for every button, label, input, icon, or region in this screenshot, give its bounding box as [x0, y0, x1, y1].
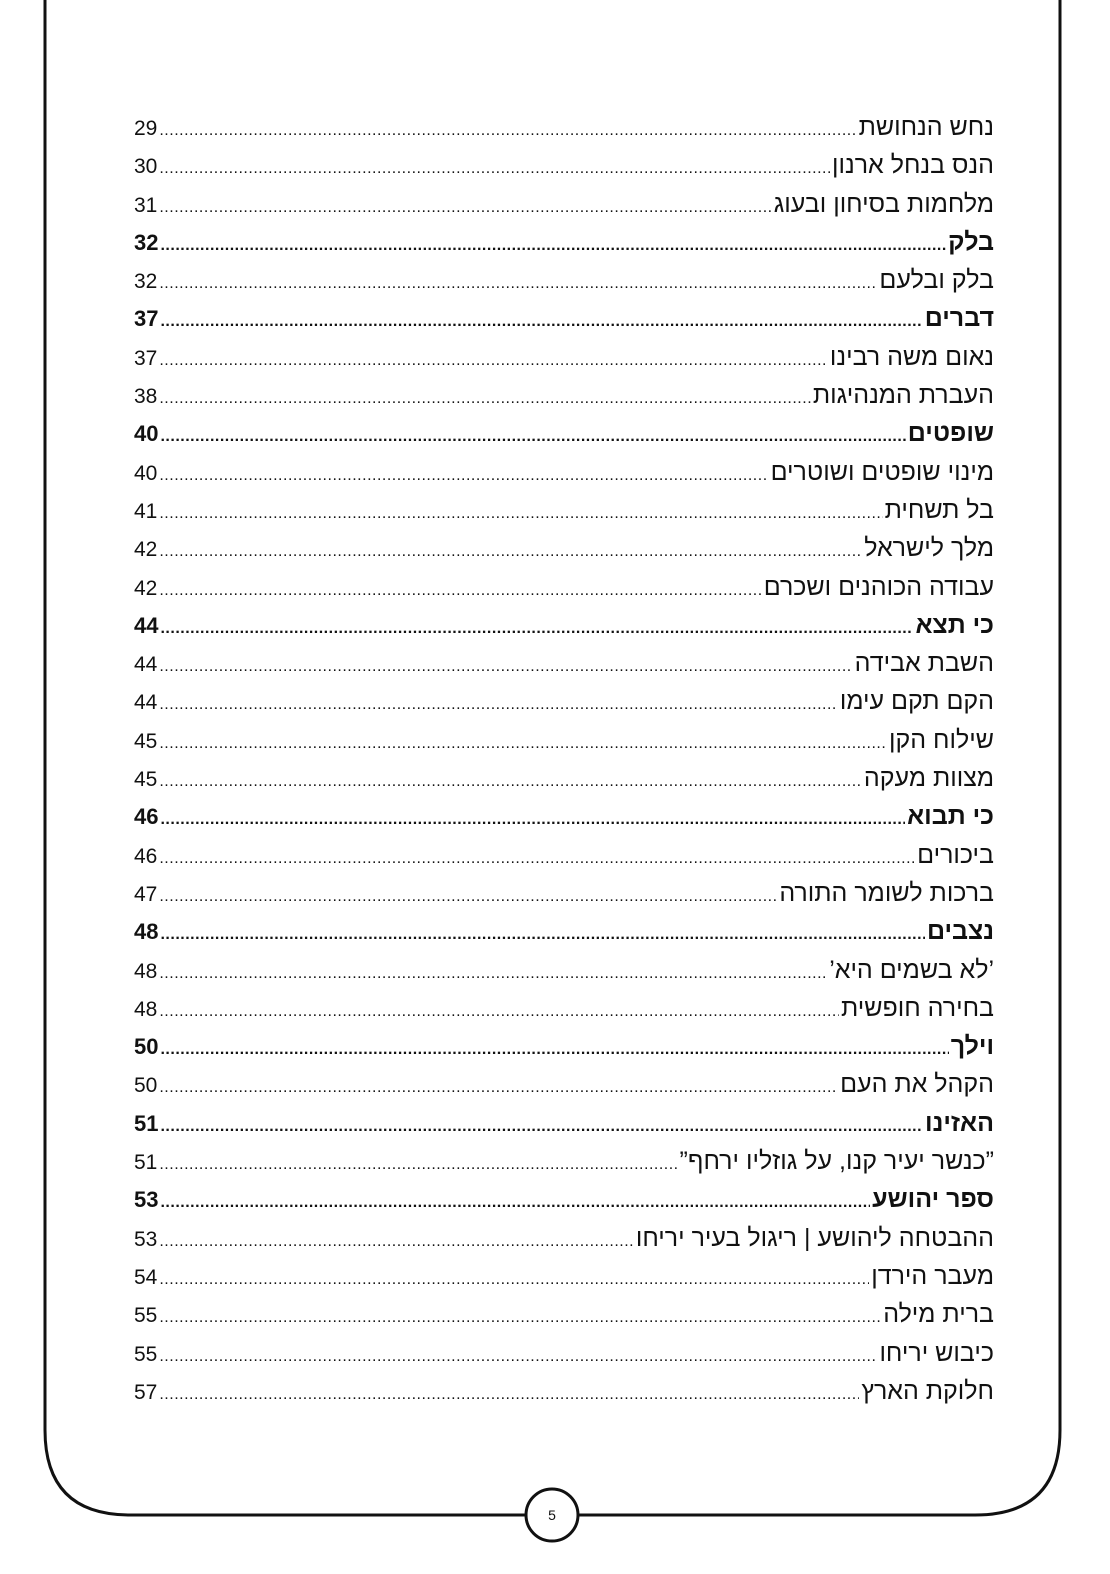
toc-page-number: 50	[134, 1034, 159, 1060]
toc-dot-leader	[159, 697, 838, 713]
toc-dot-leader	[159, 1004, 839, 1020]
toc-page-number: 45	[134, 729, 158, 753]
toc-page-number: 41	[134, 499, 158, 523]
toc-title: העברת המנהיגות	[812, 381, 994, 410]
toc-title: האזינו	[925, 1108, 994, 1137]
toc-page-number: 40	[134, 421, 159, 447]
toc-page-number: 42	[134, 576, 158, 600]
toc-title: מלחמות בסיחון ובעוג	[773, 189, 994, 218]
toc-page-number: 37	[134, 306, 159, 332]
toc-heading	[134, 1180, 994, 1218]
toc-title: נאום משה רבינו	[829, 342, 994, 371]
toc-entry	[134, 951, 994, 989]
toc-dot-leader	[159, 1272, 869, 1288]
toc-page-number: 37	[134, 346, 158, 370]
toc-title: שילוח הקן	[889, 725, 994, 754]
toc-title: ’לא בשמים היא’	[829, 955, 994, 984]
toc-entry	[134, 453, 994, 491]
toc-title: מינוי שופטים ושוטרים	[770, 457, 994, 486]
toc-dot-leader	[159, 276, 877, 292]
toc-title: עבודה הכוהנים ושכרם	[763, 572, 994, 601]
toc-entry	[134, 108, 994, 146]
toc-title: מצוות מעקה	[863, 764, 994, 793]
toc-title: ברית מילה	[883, 1300, 994, 1329]
toc-entry	[134, 1295, 994, 1333]
toc-dot-leader	[160, 621, 913, 637]
toc-dot-leader	[160, 238, 946, 254]
toc-title: מעבר הירדן	[871, 1261, 994, 1290]
toc-dot-leader	[159, 659, 852, 675]
toc-dot-leader	[159, 544, 862, 560]
toc-page-number: 30	[134, 155, 158, 179]
toc-dot-leader	[159, 391, 811, 407]
toc-dot-leader	[160, 1195, 870, 1211]
toc-page-number: 46	[134, 804, 159, 830]
toc-entry	[134, 529, 994, 567]
toc-heading	[134, 797, 994, 835]
toc-entry	[134, 1334, 994, 1372]
toc-title: ספר יהושע	[872, 1185, 994, 1214]
toc-page-number: 44	[134, 653, 158, 677]
toc-dot-leader	[159, 468, 768, 484]
toc-page-number: 32	[134, 270, 158, 294]
toc-title: בלק ובלעם	[879, 266, 994, 295]
toc-heading	[134, 223, 994, 261]
toc-title: הקם תקם עימו	[839, 687, 994, 716]
toc-dot-leader	[159, 1387, 859, 1403]
toc-entry	[134, 1372, 994, 1410]
toc-page-number: 51	[134, 1151, 158, 1175]
toc-heading	[134, 1027, 994, 1065]
toc-dot-leader	[159, 1080, 838, 1096]
toc-heading	[134, 606, 994, 644]
page-number: 5	[548, 1507, 556, 1523]
toc-dot-leader	[159, 161, 830, 177]
toc-title: נצבים	[926, 917, 994, 946]
toc-page-number: 55	[134, 1304, 158, 1328]
toc-title: שופטים	[907, 419, 994, 448]
toc-page-number: 53	[134, 1187, 159, 1213]
toc-page-number: 44	[134, 691, 158, 715]
toc-dot-leader	[159, 1310, 881, 1326]
toc-entry	[134, 338, 994, 376]
toc-heading	[134, 299, 994, 337]
toc-dot-leader	[160, 1042, 948, 1058]
toc-dot-leader	[160, 314, 922, 330]
toc-heading	[134, 912, 994, 950]
toc-entry	[134, 376, 994, 414]
toc-page-number: 29	[134, 117, 158, 140]
toc-page-number: 54	[134, 1265, 158, 1289]
toc-entry	[134, 1142, 994, 1180]
toc-title: ההבטחה ליהושע | ריגול בעיר יריחו	[635, 1223, 994, 1252]
toc-page-number: 31	[134, 193, 158, 217]
toc-page-number: 42	[134, 538, 158, 562]
toc-title: בחירה חופשית	[840, 993, 994, 1022]
toc-dot-leader	[160, 1119, 923, 1135]
toc-page-number: 51	[134, 1110, 159, 1136]
toc-dot-leader	[159, 506, 882, 522]
toc-page-number: 47	[134, 882, 158, 906]
toc-entry	[134, 491, 994, 529]
toc-title: ביכורים	[917, 840, 994, 869]
toc-page-number: 45	[134, 768, 158, 792]
toc-entry	[134, 261, 994, 299]
toc-dot-leader	[160, 429, 905, 445]
toc-dot-leader	[159, 1234, 633, 1250]
toc-entry	[134, 989, 994, 1027]
toc-title: וילך	[950, 1032, 994, 1061]
table-of-contents	[134, 108, 994, 1410]
toc-dot-leader	[159, 736, 887, 752]
toc-entry	[134, 836, 994, 874]
toc-title: הקהל את העם	[840, 1070, 994, 1099]
toc-dot-leader	[159, 583, 761, 599]
toc-entry	[134, 185, 994, 223]
toc-page-number: 50	[134, 1074, 158, 1098]
toc-dot-leader	[160, 927, 924, 943]
toc-dot-leader	[159, 353, 828, 369]
toc-title: נחש הנחושת	[858, 113, 994, 141]
toc-title: השבת אבידה	[854, 649, 994, 678]
toc-dot-leader	[159, 966, 827, 982]
toc-title: ברכות לשומר התורה	[779, 878, 994, 907]
toc-page-number: 40	[134, 461, 158, 485]
toc-dot-leader	[159, 123, 856, 139]
toc-page-number: 46	[134, 844, 158, 868]
toc-title: כי תצא	[915, 610, 994, 639]
toc-entry	[134, 721, 994, 759]
toc-page-number: 44	[134, 612, 159, 638]
toc-entry	[134, 644, 994, 682]
toc-title: ”כנשר יעיר קנו, על גוזליו ירחף”	[679, 1147, 994, 1176]
toc-heading	[134, 414, 994, 452]
toc-entry	[134, 1065, 994, 1103]
toc-entry	[134, 146, 994, 184]
toc-dot-leader	[159, 200, 771, 216]
toc-entry	[134, 759, 994, 797]
toc-page-number: 48	[134, 919, 159, 945]
toc-entry	[134, 1219, 994, 1257]
toc-title: דברים	[924, 304, 994, 333]
toc-dot-leader	[159, 774, 862, 790]
toc-page-number: 57	[134, 1380, 158, 1404]
toc-entry	[134, 874, 994, 912]
toc-page-number: 55	[134, 1342, 158, 1366]
toc-dot-leader	[159, 1349, 877, 1365]
toc-dot-leader	[159, 851, 915, 867]
toc-title: בלק	[948, 227, 994, 256]
toc-title: הנס בנחל ארנון	[831, 151, 994, 180]
toc-page-number: 48	[134, 959, 158, 983]
toc-dot-leader	[160, 812, 905, 828]
toc-title: בל תשחית	[884, 495, 994, 524]
toc-entry	[134, 1257, 994, 1295]
toc-page-number: 38	[134, 385, 158, 409]
toc-title: כיבוש יריחו	[879, 1338, 994, 1367]
toc-entry	[134, 568, 994, 606]
toc-page-number: 32	[134, 229, 159, 255]
toc-title: כי תבוא	[907, 802, 994, 831]
toc-entry	[134, 682, 994, 720]
toc-title: חלוקת הארץ	[861, 1376, 994, 1405]
toc-page-number: 53	[134, 1227, 158, 1251]
toc-page-number: 48	[134, 997, 158, 1021]
toc-heading	[134, 1104, 994, 1142]
toc-dot-leader	[159, 889, 777, 905]
toc-title: מלך לישראל	[864, 534, 994, 563]
toc-dot-leader	[159, 1157, 677, 1173]
